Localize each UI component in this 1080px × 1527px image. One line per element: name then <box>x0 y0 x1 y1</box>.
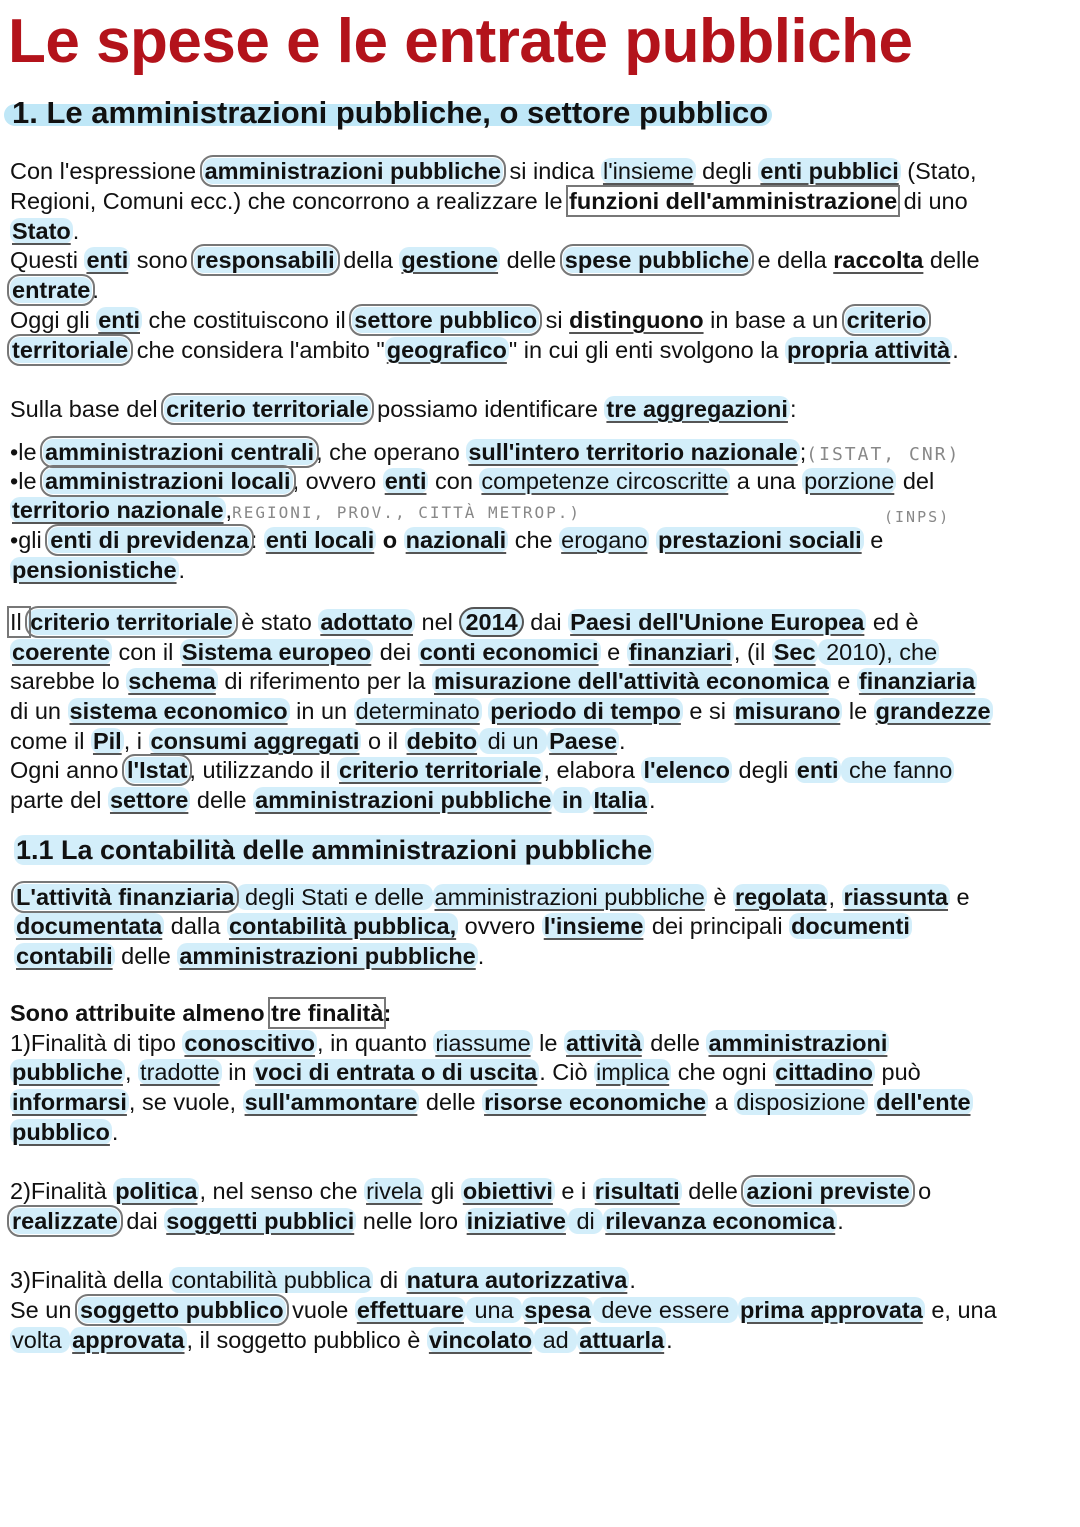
text-line <box>10 696 993 726</box>
text-span: risorse economiche <box>484 1089 707 1115</box>
text-span: amministrazioni pubbliche <box>179 943 476 969</box>
text-span: . <box>837 1208 844 1234</box>
text-span: finanziari <box>628 639 732 665</box>
text-span: •le <box>10 439 44 465</box>
text-span: coerente <box>12 639 110 665</box>
text-span: dell'ente <box>876 1089 971 1115</box>
text-span: " in cui gli enti svolgono la <box>508 337 786 363</box>
text-span: regolata <box>735 884 827 910</box>
text-span: della <box>336 247 400 273</box>
text-span: con il <box>111 639 180 665</box>
text-span: vincolato <box>428 1327 533 1353</box>
text-span: sistema economico <box>69 698 288 724</box>
text-span: entrate <box>12 277 91 303</box>
text-span: amministrazioni locali <box>45 468 291 494</box>
text-span: contabilità pubblica, <box>228 913 457 939</box>
handwritten-note: (INPS) <box>884 508 951 526</box>
text-span: dai <box>523 609 569 635</box>
text-line <box>10 335 959 365</box>
text-span: criterio territoriale <box>30 609 233 635</box>
text-span: Il <box>10 609 29 635</box>
text-span: , <box>828 884 842 910</box>
text-span: azioni previste <box>746 1178 910 1204</box>
text-span: tradotte <box>140 1059 220 1085</box>
text-span: enti pubblici <box>760 158 899 184</box>
text-line <box>14 882 970 912</box>
text-span: vuole <box>285 1297 355 1323</box>
text-span: e, una <box>924 1297 997 1323</box>
text-span: , se vuole, <box>128 1089 243 1115</box>
text-span: pubblico <box>12 1119 110 1145</box>
text-span: politica <box>115 1178 198 1204</box>
text-span: documentata <box>16 913 163 939</box>
text-line <box>10 1087 973 1117</box>
text-span: , elabora <box>543 757 642 783</box>
text-line <box>10 1265 636 1295</box>
text-span: periodo di tempo <box>490 698 681 724</box>
text-span: . <box>477 943 485 969</box>
list-item <box>10 525 883 555</box>
text-span: . <box>178 557 186 583</box>
text-span: geografico <box>386 337 507 363</box>
text-span: in <box>221 1059 254 1085</box>
text-span: le <box>532 1030 565 1056</box>
text-span: l'insieme <box>543 913 644 939</box>
text-span: nelle loro <box>356 1208 465 1234</box>
text-span: •gli <box>10 527 49 553</box>
text-span: , utilizzando il <box>189 757 338 783</box>
text-span: 1)Finalità di tipo <box>10 1030 183 1056</box>
text-span: rilevanza economica <box>605 1208 836 1234</box>
text-span: Sistema europeo <box>181 639 372 665</box>
document-title: Le spese e le entrate pubbliche <box>8 7 913 76</box>
text-line <box>10 1057 921 1087</box>
text-span: . Ciò <box>539 1059 595 1085</box>
text-span: ed è <box>866 609 919 635</box>
text-line <box>10 1117 118 1147</box>
text-span: (Stato, <box>900 158 977 184</box>
text-line <box>10 755 954 785</box>
text-span: . <box>72 218 80 244</box>
text-line <box>10 1295 997 1325</box>
text-span: amministrazioni pubbliche <box>204 158 501 184</box>
text-span: : <box>789 396 797 422</box>
text-span: che ogni <box>671 1059 774 1085</box>
text-span: che costituiscono il <box>142 307 353 333</box>
text-span: settore <box>109 787 189 813</box>
text-span: 3)Finalità della <box>10 1267 170 1293</box>
text-span: 2)Finalità <box>10 1178 114 1204</box>
text-span: Se un <box>10 1297 78 1323</box>
text-span: riassunta <box>843 884 949 910</box>
section-1-heading <box>12 92 768 134</box>
text-span: Paesi dell'Unione Europea <box>570 609 865 635</box>
text-span: e della <box>750 247 834 273</box>
text-span: e <box>950 884 970 910</box>
text-line <box>10 1028 889 1058</box>
text-span: settore pubblico <box>354 307 538 333</box>
text-span: dei principali <box>645 913 790 939</box>
text-span: disposizione <box>736 1089 866 1115</box>
text-span: amministrazioni <box>708 1030 888 1056</box>
text-span: implica <box>596 1059 670 1085</box>
text-span: Sec <box>773 639 816 665</box>
text-span: risultati <box>594 1178 680 1204</box>
text-span: di un <box>10 698 68 724</box>
text-span: del <box>896 468 935 494</box>
text-line <box>10 666 977 696</box>
text-line <box>10 1176 931 1206</box>
text-span: . <box>952 337 959 363</box>
text-line <box>10 607 919 637</box>
list-item-continued <box>10 495 581 528</box>
text-span: ; <box>799 439 807 465</box>
text-span: a <box>708 1089 735 1115</box>
text-span: prima approvata <box>739 1297 923 1323</box>
text-span: di <box>373 1267 405 1293</box>
text-span: delle <box>681 1178 745 1204</box>
text-span: Oggi gli <box>10 307 97 333</box>
text-span: , (il <box>733 639 772 665</box>
text-span: riassume <box>435 1030 531 1056</box>
text-span: o <box>911 1178 932 1204</box>
text-span: , <box>124 1059 139 1085</box>
text-span: iniziative <box>466 1208 566 1234</box>
text-span: enti <box>98 307 140 333</box>
text-line <box>10 245 980 275</box>
text-span: ad <box>536 1327 576 1353</box>
text-span: gestione <box>401 247 499 273</box>
text-span: delle <box>500 247 563 273</box>
text-span: di un <box>481 728 546 754</box>
text-span: spese pubbliche <box>564 247 749 273</box>
text-span: che considera l'ambito " <box>130 337 385 363</box>
text-line <box>10 785 656 815</box>
text-span: attuarla <box>579 1327 665 1353</box>
text-span: distinguono <box>569 307 704 333</box>
text-span: è stato <box>234 609 319 635</box>
text-span: erogano <box>561 527 648 553</box>
text-span: criterio territoriale <box>166 396 369 422</box>
text-span: contabili <box>16 943 113 969</box>
text-span: sono <box>130 247 195 273</box>
text-span: delle <box>419 1089 483 1115</box>
text-line <box>10 186 968 216</box>
text-span: responsabili <box>196 247 335 273</box>
text-span: si indica <box>503 158 601 184</box>
text-span: . <box>111 1119 119 1145</box>
text-span: enti <box>86 247 129 273</box>
handwritten-note: (ISTAT, CNR) <box>806 444 961 465</box>
text-span: si <box>539 307 570 333</box>
text-span: : <box>250 527 264 553</box>
text-span: degli <box>732 757 795 783</box>
text-span: raccolta <box>833 247 924 273</box>
section-1-heading-text: 1. Le amministrazioni pubbliche, o settore pubblico <box>12 95 769 130</box>
text-span: e <box>863 527 884 553</box>
text-span: , <box>225 497 233 523</box>
text-span: amministrazioni centrali <box>45 439 315 465</box>
text-span: che fanno <box>842 757 953 783</box>
text-span: delle <box>643 1030 707 1056</box>
text-span: pensionistiche <box>12 557 177 583</box>
text-span: con <box>428 468 480 494</box>
text-span: come il <box>10 728 91 754</box>
text-span: sull'ammontare <box>244 1089 418 1115</box>
text-span <box>649 527 656 553</box>
text-span: conoscitivo <box>184 1030 316 1056</box>
text-span: deve essere <box>594 1297 736 1323</box>
text-span: possiamo identificare <box>370 396 605 422</box>
text-line <box>10 726 626 756</box>
text-span: approvata <box>72 1327 185 1353</box>
text-span: criterio territoriale <box>339 757 542 783</box>
text-span: , che operano <box>316 439 467 465</box>
text-span: delle <box>114 943 178 969</box>
text-span: natura autorizzativa <box>406 1267 628 1293</box>
text-span: Sono attribuite almeno <box>10 1000 272 1026</box>
text-span: misurano <box>734 698 841 724</box>
text-span: enti <box>384 468 427 494</box>
text-span: enti <box>796 757 839 783</box>
text-span: in un <box>289 698 354 724</box>
text-span: Ogni anno <box>10 757 125 783</box>
text-span: Paese <box>549 728 618 754</box>
text-span: : <box>383 1000 392 1026</box>
text-span: 1.1 La contabilità delle amministrazioni pubbliche <box>16 835 653 865</box>
text-span: in base a un <box>703 307 845 333</box>
text-span: dalla <box>164 913 227 939</box>
text-span: dei <box>373 639 418 665</box>
text-span: e si <box>682 698 733 724</box>
text-span: Stato <box>12 218 71 244</box>
text-span: obiettivi <box>462 1178 553 1204</box>
text-line <box>10 216 79 246</box>
text-line <box>14 911 912 941</box>
text-span: degli <box>695 158 759 184</box>
list-item <box>10 466 934 496</box>
text-span: voci di entrata o di uscita <box>255 1059 538 1085</box>
text-span: amministrazioni pubbliche <box>255 787 552 813</box>
text-line <box>10 156 977 186</box>
text-span: realizzate <box>12 1208 118 1234</box>
text-line <box>10 1206 844 1236</box>
text-span: enti locali <box>265 527 375 553</box>
text-span: l'Istat <box>126 757 188 783</box>
text-span: attività <box>566 1030 642 1056</box>
text-line <box>10 1325 673 1355</box>
text-span: tre aggregazioni <box>606 396 788 422</box>
text-line <box>10 305 928 335</box>
text-span: nazionali <box>405 527 507 553</box>
text-span: territoriale <box>12 337 129 363</box>
text-span: può <box>875 1059 921 1085</box>
text-span: , in quanto <box>317 1030 434 1056</box>
text-span: delle <box>923 247 980 273</box>
text-span: schema <box>128 668 216 694</box>
text-span: 2010), che <box>819 639 938 665</box>
text-span: Italia <box>593 787 647 813</box>
text-span: 2014 <box>459 607 523 637</box>
text-span: conti economici <box>419 639 599 665</box>
list-item-continued <box>10 555 185 585</box>
text-line <box>10 637 939 667</box>
text-span: ovvero <box>458 913 542 939</box>
text-span: consumi aggregati <box>150 728 360 754</box>
text-span: informarsi <box>12 1089 127 1115</box>
text-span: enti di previdenza <box>50 527 249 553</box>
text-span: volta <box>12 1327 69 1353</box>
text-span: debito <box>406 728 478 754</box>
text-span: , il soggetto pubblico è <box>186 1327 427 1353</box>
text-span: che <box>508 527 560 553</box>
text-span: Regioni, Comuni ecc.) che concorrono a realizzare le <box>10 188 570 214</box>
text-span: . <box>629 1267 636 1293</box>
text-span: cittadino <box>775 1059 874 1085</box>
text-span: degli Stati e delle <box>238 884 431 910</box>
text-span: Con l'espressione <box>10 158 203 184</box>
text-span: pubbliche <box>12 1059 123 1085</box>
text-span: è <box>706 884 734 910</box>
text-span: di riferimento per la <box>217 668 433 694</box>
text-span: in <box>555 787 590 813</box>
text-span: criterio <box>846 307 927 333</box>
text-span: . <box>666 1327 673 1353</box>
text-span: contabilità pubblica <box>171 1267 372 1293</box>
text-span: Sulla base del <box>10 396 165 422</box>
text-span: l'insieme <box>602 158 694 184</box>
text-span: . <box>92 277 99 303</box>
text-span: le <box>842 698 874 724</box>
text-span: spesa <box>524 1297 591 1323</box>
section-2-heading <box>14 830 654 870</box>
text-span: documenti <box>791 913 910 939</box>
text-span: e i <box>554 1178 593 1204</box>
handwritten-note: REGIONI, PROV., CITTÀ METROP.) <box>232 503 582 522</box>
text-span: L'attività finanziaria <box>16 884 235 910</box>
text-span: delle <box>190 787 254 813</box>
text-span: soggetto pubblico <box>79 1297 284 1323</box>
text-span: e <box>830 668 857 694</box>
text-span: soggetti pubblici <box>166 1208 355 1234</box>
text-span: amministrazioni pubbliche <box>434 884 705 910</box>
text-span: prestazioni sociali <box>657 527 862 553</box>
text-span: •le <box>10 468 44 494</box>
text-span: territorio nazionale <box>12 497 224 523</box>
text-span: propria attività <box>787 337 951 363</box>
text-span: effettuare <box>356 1297 464 1323</box>
text-span: , nel senso che <box>199 1178 365 1204</box>
text-span: finanziaria <box>858 668 976 694</box>
text-span: , i <box>123 728 149 754</box>
text-span: dai <box>119 1208 165 1234</box>
text-span: . <box>649 787 656 813</box>
text-span: Questi <box>10 247 85 273</box>
text-line <box>14 941 484 971</box>
text-span: e <box>600 639 627 665</box>
text-span: grandezze <box>875 698 991 724</box>
text-span: Pil <box>92 728 122 754</box>
text-line <box>10 275 99 305</box>
text-span: nel <box>415 609 460 635</box>
text-span: a una <box>730 468 803 494</box>
text-span: funzioni dell'amministrazione <box>569 188 898 214</box>
text-span: o il <box>361 728 405 754</box>
text-span: sull'intero territorio nazionale <box>468 439 798 465</box>
text-span: gli <box>424 1178 461 1204</box>
text-span: di <box>569 1208 602 1234</box>
text-span: tre finalità <box>271 1000 384 1026</box>
text-span: parte del <box>10 787 108 813</box>
text-line <box>10 394 796 424</box>
text-span: competenze circoscritte <box>481 468 729 494</box>
text-span: rivela <box>366 1178 423 1204</box>
text-span: adottato <box>320 609 414 635</box>
text-span: , ovvero <box>292 468 383 494</box>
text-span: una <box>467 1297 521 1323</box>
text-span: o <box>376 527 404 553</box>
text-span: di uno <box>897 188 968 214</box>
text-span: sarebbe lo <box>10 668 127 694</box>
text-span: porzione <box>804 468 895 494</box>
text-span: . <box>619 728 626 754</box>
text-span: l'elenco <box>643 757 731 783</box>
text-span: misurazione dell'attività economica <box>434 668 829 694</box>
text-span: determinato <box>355 698 480 724</box>
text-line <box>10 998 391 1028</box>
